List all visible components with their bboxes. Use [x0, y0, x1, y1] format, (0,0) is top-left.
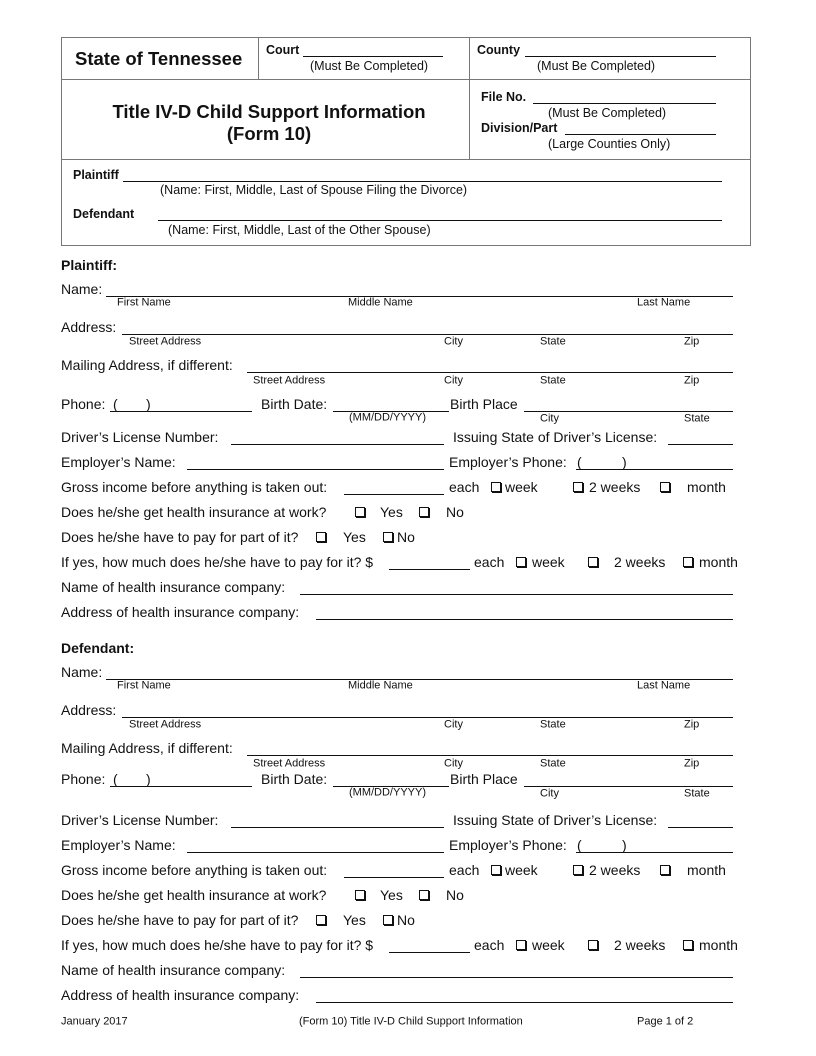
zip-caption: Zip	[684, 335, 700, 348]
employer-phone-field[interactable]	[576, 852, 733, 853]
mailing-address-field[interactable]	[247, 755, 733, 756]
division-field[interactable]	[565, 134, 716, 135]
state-caption: State	[540, 335, 566, 348]
court-note: (Must Be Completed)	[310, 58, 429, 73]
street-caption: Street Address	[253, 374, 326, 387]
phone-field[interactable]	[110, 411, 252, 412]
first-name-caption: First Name	[117, 679, 171, 692]
divider	[61, 159, 750, 160]
week-checkbox[interactable]	[491, 865, 501, 875]
insurance-name-field[interactable]	[300, 977, 733, 978]
paren: )	[146, 396, 151, 412]
name-label: Name:	[61, 664, 103, 680]
pay-no-checkbox[interactable]	[383, 915, 393, 925]
employer-name-label: Employer’s Name:	[61, 454, 176, 470]
drivers-license-label: Driver’s License Number:	[61, 429, 219, 445]
street-caption: Street Address	[253, 757, 326, 770]
form-number: (Form 10)	[226, 122, 312, 144]
each-label: each	[449, 862, 480, 878]
month-checkbox[interactable]	[660, 482, 670, 492]
file-no-field[interactable]	[533, 103, 716, 104]
amount-label: If yes, how much does he/she have to pay for it? $	[61, 937, 374, 953]
insurance-name-label: Name of health insurance company:	[61, 579, 286, 595]
health-yes-checkbox[interactable]	[355, 890, 365, 900]
drivers-license-field[interactable]	[231, 827, 444, 828]
zip-caption: Zip	[684, 374, 700, 387]
week-checkbox[interactable]	[491, 482, 501, 492]
employer-phone-field[interactable]	[576, 469, 733, 470]
date-format-caption: (MM/DD/YYYY)	[349, 411, 426, 424]
birth-date-label: Birth Date:	[261, 771, 328, 787]
last-name-caption: Last Name	[637, 679, 691, 692]
date-format-caption: (MM/DD/YYYY)	[349, 786, 426, 799]
amount-label: If yes, how much does he/she have to pay for it? $	[61, 554, 374, 570]
court-label: Court	[266, 42, 300, 57]
two-weeks-checkbox[interactable]	[573, 865, 583, 875]
pay-part-label: Does he/she have to pay for part of it?	[61, 912, 299, 928]
health-insurance-label: Does he/she get health insurance at work?	[61, 887, 327, 903]
each-label: each	[474, 554, 505, 570]
week-label: week	[505, 862, 538, 878]
plaintiff-label: Plaintiff	[73, 167, 119, 182]
gross-income-field[interactable]	[344, 877, 444, 878]
week-checkbox[interactable]	[516, 940, 526, 950]
employer-name-field[interactable]	[187, 852, 444, 853]
two-weeks-label: 2 weeks	[589, 479, 641, 495]
city-caption: City	[444, 757, 463, 770]
street-caption: Street Address	[129, 335, 202, 348]
yes-label: Yes	[343, 912, 366, 928]
birth-place-label: Birth Place	[450, 396, 518, 412]
license-state-field[interactable]	[668, 444, 733, 445]
last-name-caption: Last Name	[637, 296, 691, 309]
insurance-name-label: Name of health insurance company:	[61, 962, 286, 978]
first-name-caption: First Name	[117, 296, 171, 309]
address-label: Address:	[61, 319, 117, 335]
plaintiff-note: (Name: First, Middle, Last of Spouse Filing the Divorce)	[160, 182, 468, 197]
health-yes-checkbox[interactable]	[355, 507, 365, 517]
month-checkbox[interactable]	[660, 865, 670, 875]
each-label: each	[449, 479, 480, 495]
address-field[interactable]	[122, 334, 733, 335]
license-state-field[interactable]	[668, 827, 733, 828]
plaintiff-section-heading: Plaintiff:	[61, 257, 117, 273]
insurance-address-label: Address of health insurance company:	[61, 604, 300, 620]
middle-name-caption: Middle Name	[348, 296, 413, 309]
pay-no-checkbox[interactable]	[383, 532, 393, 542]
two-weeks-label: 2 weeks	[614, 937, 666, 953]
footer-title: (Form 10) Title IV-D Child Support Information	[299, 1015, 523, 1028]
yes-label: Yes	[380, 504, 403, 520]
city-caption: City	[540, 787, 559, 800]
file-no-label: File No.	[481, 89, 527, 104]
birth-place-label: Birth Place	[450, 771, 518, 787]
state-caption: State	[684, 787, 710, 800]
employer-name-field[interactable]	[187, 469, 444, 470]
month-label: month	[687, 479, 726, 495]
state-caption: State	[540, 757, 566, 770]
drivers-license-field[interactable]	[231, 444, 444, 445]
paren: (	[113, 396, 118, 412]
no-label: No	[446, 504, 464, 520]
week-label: week	[532, 554, 565, 570]
license-state-label: Issuing State of Driver’s License:	[453, 429, 658, 445]
paren: )	[146, 771, 151, 787]
month-checkbox[interactable]	[683, 557, 693, 567]
month-label: month	[699, 937, 738, 953]
paren: (	[113, 771, 118, 787]
month-checkbox[interactable]	[683, 940, 693, 950]
phone-label: Phone:	[61, 396, 106, 412]
defendant-name-field[interactable]	[158, 220, 722, 221]
state-caption: State	[684, 412, 710, 425]
each-label: each	[474, 937, 505, 953]
gross-income-label: Gross income before anything is taken out:	[61, 479, 328, 495]
week-label: week	[532, 937, 565, 953]
paren: )	[622, 837, 627, 853]
week-checkbox[interactable]	[516, 557, 526, 567]
pay-yes-checkbox[interactable]	[316, 532, 326, 542]
division-note: (Large Counties Only)	[548, 136, 671, 151]
pay-part-label: Does he/she have to pay for part of it?	[61, 529, 299, 545]
insurance-address-label: Address of health insurance company:	[61, 987, 300, 1003]
divider	[61, 79, 750, 80]
mailing-address-label: Mailing Address, if different:	[61, 740, 233, 756]
city-caption: City	[444, 374, 463, 387]
license-state-label: Issuing State of Driver’s License:	[453, 812, 658, 828]
drivers-license-label: Driver’s License Number:	[61, 812, 219, 828]
zip-caption: Zip	[684, 757, 700, 770]
insurance-name-field[interactable]	[300, 594, 733, 595]
county-label: County	[477, 42, 521, 57]
no-label: No	[446, 887, 464, 903]
street-caption: Street Address	[129, 718, 202, 731]
employer-name-label: Employer’s Name:	[61, 837, 176, 853]
court-field[interactable]	[303, 56, 443, 57]
defendant-note: (Name: First, Middle, Last of the Other Spouse)	[168, 222, 431, 237]
no-label: No	[397, 529, 415, 545]
name-label: Name:	[61, 281, 103, 297]
state-caption: State	[540, 718, 566, 731]
address-field[interactable]	[122, 717, 733, 718]
employer-phone-label: Employer’s Phone:	[449, 454, 567, 470]
two-weeks-checkbox[interactable]	[588, 940, 598, 950]
amount-field[interactable]	[389, 569, 470, 570]
amount-field[interactable]	[389, 952, 470, 953]
defendant-label: Defendant	[73, 206, 135, 221]
city-caption: City	[540, 412, 559, 425]
week-label: week	[505, 479, 538, 495]
gross-income-field[interactable]	[344, 494, 444, 495]
two-weeks-checkbox[interactable]	[573, 482, 583, 492]
file-no-note: (Must Be Completed)	[548, 105, 667, 120]
insurance-address-field[interactable]	[316, 1002, 733, 1003]
county-field[interactable]	[525, 56, 716, 57]
phone-field[interactable]	[110, 786, 252, 787]
two-weeks-checkbox[interactable]	[588, 557, 598, 567]
city-caption: City	[444, 718, 463, 731]
employer-phone-label: Employer’s Phone:	[449, 837, 567, 853]
mailing-address-field[interactable]	[247, 372, 733, 373]
zip-caption: Zip	[684, 718, 700, 731]
two-weeks-label: 2 weeks	[614, 554, 666, 570]
health-no-checkbox[interactable]	[419, 507, 429, 517]
middle-name-caption: Middle Name	[348, 679, 413, 692]
month-label: month	[699, 554, 738, 570]
pay-yes-checkbox[interactable]	[316, 915, 326, 925]
paren: (	[577, 454, 582, 470]
two-weeks-label: 2 weeks	[589, 862, 641, 878]
mailing-address-label: Mailing Address, if different:	[61, 357, 233, 373]
health-no-checkbox[interactable]	[419, 890, 429, 900]
division-label: Division/Part	[481, 120, 558, 135]
paren: )	[622, 454, 627, 470]
footer-page: Page 1 of 2	[637, 1015, 694, 1028]
paren: (	[577, 837, 582, 853]
divider	[258, 37, 259, 79]
state-caption: State	[540, 374, 566, 387]
form-title: Title IV-D Child Support Information	[112, 100, 426, 122]
address-label: Address:	[61, 702, 117, 718]
health-insurance-label: Does he/she get health insurance at work?	[61, 504, 327, 520]
divider	[469, 37, 470, 159]
birth-date-label: Birth Date:	[261, 396, 328, 412]
city-caption: City	[444, 335, 463, 348]
state-name: State of Tennessee	[75, 47, 243, 69]
footer-date: January 2017	[61, 1015, 128, 1028]
insurance-address-field[interactable]	[316, 619, 733, 620]
gross-income-label: Gross income before anything is taken out:	[61, 862, 328, 878]
month-label: month	[687, 862, 726, 878]
yes-label: Yes	[380, 887, 403, 903]
yes-label: Yes	[343, 529, 366, 545]
county-note: (Must Be Completed)	[537, 58, 656, 73]
phone-label: Phone:	[61, 771, 106, 787]
defendant-section-heading: Defendant:	[61, 640, 135, 656]
no-label: No	[397, 912, 415, 928]
